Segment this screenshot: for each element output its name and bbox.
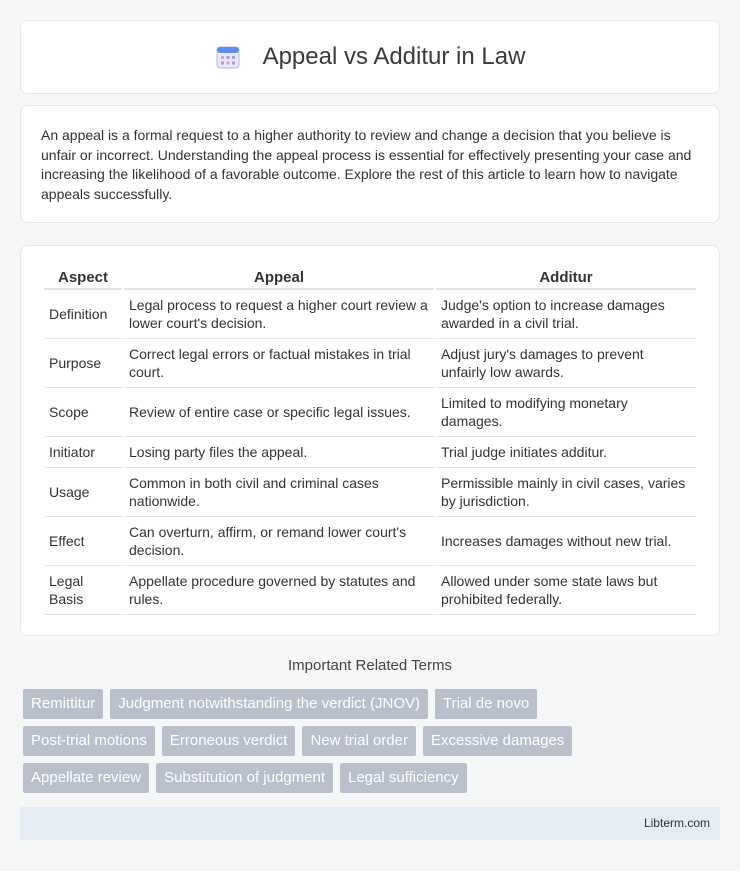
related-term-tag[interactable]: Excessive damages xyxy=(423,726,572,756)
cell-appeal: Review of entire case or specific legal issues. xyxy=(124,388,434,437)
comparison-table-card xyxy=(20,245,720,636)
related-term-tag[interactable]: Judgment notwithstanding the verdict (JNOV) xyxy=(110,689,428,719)
column-header-additur: Additur xyxy=(436,266,696,290)
cell-aspect: Initiator xyxy=(44,437,122,468)
page-title: Appeal vs Additur in Law xyxy=(262,43,526,70)
calendar-icon xyxy=(215,44,241,70)
cell-aspect: Effect xyxy=(44,517,122,566)
cell-additur: Allowed under some state laws but prohibited federally. xyxy=(436,566,696,615)
related-term-tag[interactable]: Legal sufficiency xyxy=(340,763,467,793)
cell-appeal: Common in both civil and criminal cases nationwide. xyxy=(124,468,434,517)
related-term-tag[interactable]: Substitution of judgment xyxy=(156,763,333,793)
footer-site-link[interactable]: Libterm.com xyxy=(643,816,710,830)
table-row xyxy=(44,339,696,388)
comparison-table xyxy=(42,266,698,615)
cell-additur: Increases damages without new trial. xyxy=(436,517,696,566)
table-row xyxy=(44,437,696,468)
related-term-tag[interactable]: Trial de novo xyxy=(435,689,537,719)
cell-aspect: Purpose xyxy=(44,339,122,388)
related-term-tag[interactable]: Appellate review xyxy=(23,763,149,793)
cell-aspect: Scope xyxy=(44,388,122,437)
related-term-tag[interactable]: Erroneous verdict xyxy=(162,726,296,756)
related-terms-heading: Important Related Terms xyxy=(288,657,452,674)
cell-aspect: Definition xyxy=(44,290,122,339)
intro-text: An appeal is a formal request to a higher authority to review and change a decision that you believe is unfair or incorrect. Understanding the appeal process is essential for effectively presenting your case and increasing the likelihood of a favorable outcome. Explore the rest of this article to learn how to navigate appeals successfully. xyxy=(41,127,692,202)
cell-additur: Judge's option to increase damages awarded in a civil trial. xyxy=(436,290,696,339)
table-row xyxy=(44,290,696,339)
header-card xyxy=(20,20,720,94)
related-term-tag[interactable]: Post-trial motions xyxy=(23,726,155,756)
related-term-tag[interactable]: Remittitur xyxy=(23,689,103,719)
cell-additur: Adjust jury's damages to prevent unfairly low awards. xyxy=(436,339,696,388)
column-header-appeal: Appeal xyxy=(124,266,434,290)
cell-additur: Permissible mainly in civil cases, varies by jurisdiction. xyxy=(436,468,696,517)
related-terms-list xyxy=(23,689,723,800)
cell-appeal: Appellate procedure governed by statutes and rules. xyxy=(124,566,434,615)
cell-additur: Trial judge initiates additur. xyxy=(436,437,696,468)
table-row xyxy=(44,566,696,615)
table-row xyxy=(44,388,696,437)
cell-appeal: Correct legal errors or factual mistakes in trial court. xyxy=(124,339,434,388)
cell-appeal: Losing party files the appeal. xyxy=(124,437,434,468)
cell-additur: Limited to modifying monetary damages. xyxy=(436,388,696,437)
related-term-tag[interactable]: New trial order xyxy=(302,726,416,756)
column-header-aspect: Aspect xyxy=(44,266,122,290)
cell-aspect: Legal Basis xyxy=(44,566,122,615)
intro-card xyxy=(20,105,720,223)
cell-aspect: Usage xyxy=(44,468,122,517)
table-row xyxy=(44,517,696,566)
cell-appeal: Can overturn, affirm, or remand lower court's decision. xyxy=(124,517,434,566)
table-row xyxy=(44,468,696,517)
table-header-row xyxy=(44,266,696,290)
cell-appeal: Legal process to request a higher court review a lower court's decision. xyxy=(124,290,434,339)
footer xyxy=(20,807,720,840)
